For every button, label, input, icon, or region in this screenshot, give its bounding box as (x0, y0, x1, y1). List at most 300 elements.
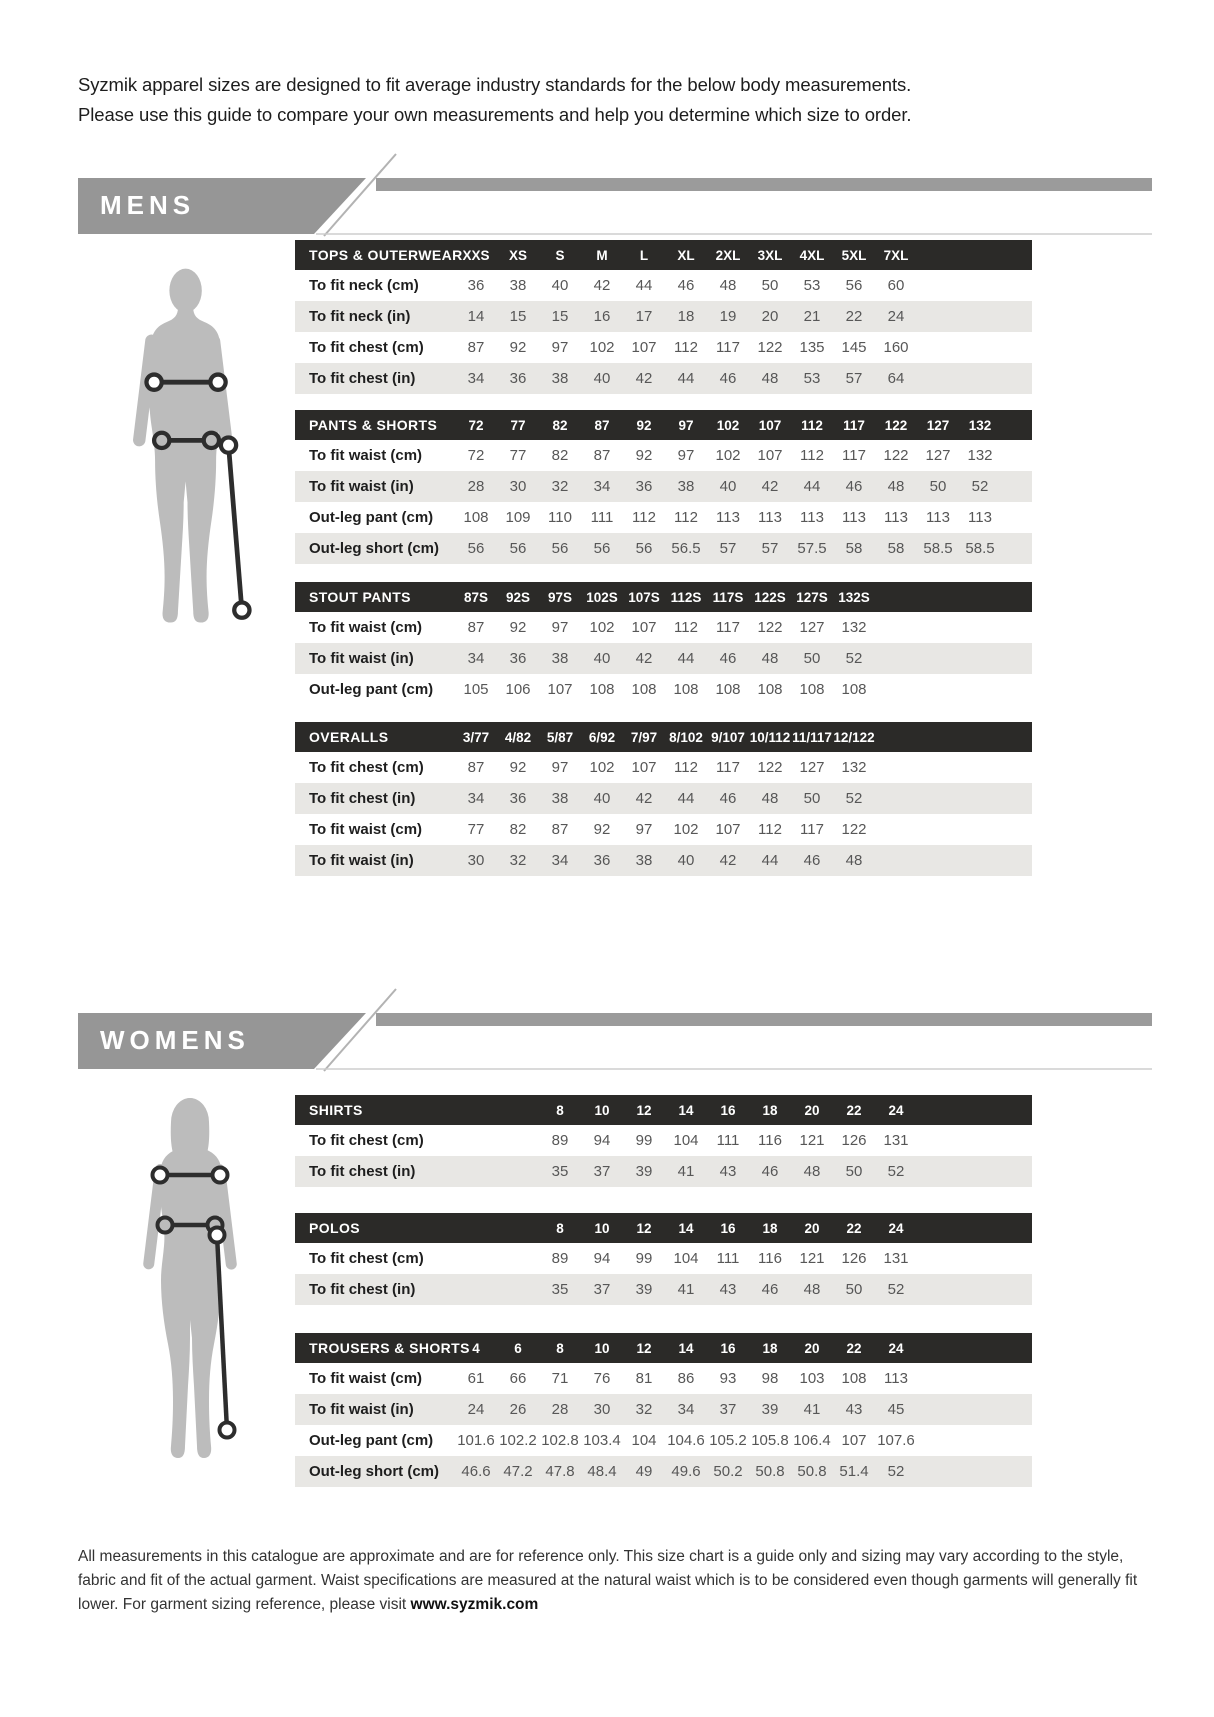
value-cell: 39 (635, 1281, 653, 1298)
value-cell: 15 (509, 308, 527, 325)
measurement-row (295, 301, 1032, 332)
womens-shirts-table (295, 1095, 1032, 1187)
value-cell: 86 (677, 1370, 695, 1387)
womens-polos-table (295, 1213, 1032, 1305)
value-cell: 99 (635, 1132, 653, 1149)
value-cell: 28 (551, 1401, 569, 1418)
value-cell: 76 (593, 1370, 611, 1387)
value-cell: 145 (841, 339, 867, 356)
value-cell: 104 (631, 1432, 657, 1449)
value-cell: 66 (509, 1370, 527, 1387)
value-cell: 36 (509, 650, 527, 667)
size-column-header: M (596, 247, 608, 263)
value-cell: 57 (719, 540, 737, 557)
value-cell: 108 (589, 681, 615, 698)
value-cell: 44 (677, 370, 695, 387)
size-column-header: 16 (720, 1220, 736, 1236)
value-cell: 97 (635, 821, 653, 838)
size-column-header: XL (677, 247, 695, 263)
value-cell: 127 (799, 759, 825, 776)
value-cell: 87 (593, 447, 611, 464)
value-cell: 107 (547, 681, 573, 698)
row-label: To fit chest (cm) (309, 1250, 424, 1267)
value-cell: 28 (467, 478, 485, 495)
value-cell: 108 (673, 681, 699, 698)
value-cell: 40 (593, 370, 611, 387)
value-cell: 127 (925, 447, 951, 464)
value-cell: 57.5 (797, 540, 827, 557)
value-cell: 108 (841, 1370, 867, 1387)
website-link[interactable]: www.syzmik.com (410, 1596, 539, 1614)
size-column-header: S (555, 247, 565, 263)
value-cell: 113 (800, 509, 824, 526)
size-column-header: 92S (505, 589, 531, 605)
womens-banner-label: WOMENS (100, 1025, 250, 1055)
size-column-header: 16 (720, 1340, 736, 1356)
value-cell: 18 (677, 308, 695, 325)
value-cell: 43 (719, 1163, 737, 1180)
row-label: Out-leg short (cm) (309, 1463, 439, 1480)
value-cell: 16 (593, 308, 611, 325)
value-cell: 39 (635, 1163, 653, 1180)
intro-line-1: Syzmik apparel sizes are designed to fit average industry standards for the below body measurements. (78, 74, 912, 95)
value-cell: 56 (593, 540, 611, 557)
row-label: To fit chest (in) (309, 790, 416, 807)
measurement-row (295, 332, 1032, 363)
value-cell: 56 (551, 540, 569, 557)
value-cell: 97 (551, 759, 569, 776)
size-column-header: 14 (678, 1340, 694, 1356)
value-cell: 47.8 (545, 1463, 575, 1480)
value-cell: 22 (845, 308, 863, 325)
value-cell: 122 (757, 759, 783, 776)
measurement-row (295, 1394, 1032, 1425)
value-cell: 60 (887, 277, 905, 294)
measurement-row (295, 1425, 1032, 1456)
value-cell: 113 (758, 509, 782, 526)
value-cell: 103.4 (583, 1432, 621, 1449)
table-title: OVERALLS (309, 729, 389, 745)
value-cell: 48 (761, 650, 779, 667)
value-cell: 92 (593, 821, 611, 838)
value-cell: 44 (677, 650, 695, 667)
value-cell: 106.4 (793, 1432, 831, 1449)
value-cell: 58.5 (965, 540, 995, 557)
value-cell: 102 (589, 759, 615, 776)
row-label: Out-leg pant (cm) (309, 509, 434, 526)
value-cell: 36 (509, 370, 527, 387)
value-cell: 72 (467, 447, 485, 464)
value-cell: 104.6 (667, 1432, 705, 1449)
size-column-header: 22 (846, 1102, 862, 1118)
value-cell: 44 (677, 790, 695, 807)
value-cell: 122 (757, 339, 783, 356)
value-cell: 56 (467, 540, 485, 557)
size-column-header: 14 (678, 1220, 694, 1236)
size-column-header: 24 (888, 1102, 904, 1118)
value-cell: 58 (887, 540, 905, 557)
value-cell: 105.2 (709, 1432, 747, 1449)
row-label: Out-leg short (cm) (309, 540, 439, 557)
value-cell: 112 (674, 759, 698, 776)
value-cell: 77 (467, 821, 485, 838)
mens-pants-shorts-table (295, 410, 1032, 564)
measurement-row (295, 502, 1032, 533)
value-cell: 99 (635, 1250, 653, 1267)
value-cell: 40 (593, 650, 611, 667)
value-cell: 40 (551, 277, 569, 294)
size-column-header: 82 (552, 417, 568, 433)
value-cell: 35 (551, 1163, 569, 1180)
value-cell: 126 (841, 1132, 867, 1149)
value-cell: 46 (761, 1163, 779, 1180)
value-cell: 20 (761, 308, 779, 325)
table-title: TOPS & OUTERWEAR (309, 247, 463, 263)
value-cell: 132 (967, 447, 993, 464)
value-cell: 46 (719, 790, 737, 807)
value-cell: 44 (803, 478, 821, 495)
value-cell: 89 (551, 1132, 569, 1149)
value-cell: 44 (635, 277, 653, 294)
value-cell: 108 (757, 681, 783, 698)
value-cell: 50 (929, 478, 947, 495)
value-cell: 39 (761, 1401, 779, 1418)
size-column-header: 8 (556, 1102, 564, 1118)
value-cell: 92 (509, 759, 527, 776)
value-cell: 46 (719, 370, 737, 387)
value-cell: 113 (884, 1370, 908, 1387)
size-column-header: 92 (636, 417, 652, 433)
value-cell: 107 (631, 619, 657, 636)
value-cell: 97 (551, 339, 569, 356)
measurement-row (295, 752, 1032, 783)
size-column-header: 22 (846, 1340, 862, 1356)
female-body-silhouette (115, 1090, 265, 1468)
size-column-header: 8 (556, 1220, 564, 1236)
value-cell: 108 (799, 681, 825, 698)
value-cell: 131 (883, 1132, 909, 1149)
value-cell: 117 (716, 759, 740, 776)
value-cell: 32 (635, 1401, 653, 1418)
value-cell: 48 (761, 790, 779, 807)
footer-disclaimer (78, 1545, 1140, 1617)
table-header-row (295, 240, 1032, 270)
size-column-header: 2XL (715, 247, 741, 263)
value-cell: 34 (467, 370, 485, 387)
size-column-header: 7/97 (630, 729, 658, 745)
size-column-header: 107 (758, 417, 782, 433)
value-cell: 112 (632, 509, 656, 526)
size-column-header: 8/102 (669, 729, 703, 745)
value-cell: 53 (803, 277, 821, 294)
size-column-header: 18 (762, 1340, 778, 1356)
size-column-header: 117 (843, 417, 865, 433)
intro-text (78, 70, 1078, 129)
value-cell: 57 (761, 540, 779, 557)
size-column-header: 10/112 (749, 729, 791, 745)
value-cell: 48 (803, 1163, 821, 1180)
value-cell: 102 (715, 447, 741, 464)
row-label: To fit chest (in) (309, 1163, 416, 1180)
measurement-row (295, 440, 1032, 471)
row-label: To fit waist (in) (309, 478, 414, 495)
size-column-header: 10 (594, 1102, 610, 1118)
value-cell: 38 (551, 790, 569, 807)
size-column-header: 97 (678, 417, 694, 433)
size-column-header: 10 (594, 1220, 610, 1236)
table-header-row (295, 1095, 1032, 1125)
value-cell: 107.6 (877, 1432, 915, 1449)
value-cell: 41 (677, 1281, 695, 1298)
value-cell: 82 (551, 447, 569, 464)
table-title: SHIRTS (309, 1102, 363, 1118)
value-cell: 42 (593, 277, 611, 294)
size-column-header: XS (508, 247, 527, 263)
value-cell: 107 (631, 759, 657, 776)
value-cell: 42 (761, 478, 779, 495)
size-column-header: 112S (670, 589, 702, 605)
value-cell: 56 (845, 277, 863, 294)
row-label: To fit chest (cm) (309, 339, 424, 356)
value-cell: 105.8 (751, 1432, 789, 1449)
value-cell: 93 (719, 1370, 737, 1387)
value-cell: 45 (887, 1401, 905, 1418)
value-cell: 38 (551, 650, 569, 667)
value-cell: 92 (509, 339, 527, 356)
row-label: To fit waist (cm) (309, 1370, 423, 1387)
mens-section-banner (78, 150, 1158, 236)
size-column-header: 6 (514, 1340, 522, 1356)
row-label: To fit chest (in) (309, 370, 416, 387)
row-label: To fit waist (cm) (309, 821, 423, 838)
value-cell: 42 (635, 650, 653, 667)
value-cell: 127 (799, 619, 825, 636)
value-cell: 117 (716, 619, 740, 636)
size-column-header: 87 (594, 417, 610, 433)
value-cell: 40 (719, 478, 737, 495)
value-cell: 106 (505, 681, 531, 698)
value-cell: 87 (551, 821, 569, 838)
size-column-header: 102 (716, 417, 740, 433)
value-cell: 110 (548, 509, 572, 526)
value-cell: 38 (677, 478, 695, 495)
womens-section-banner (78, 985, 1158, 1071)
value-cell: 126 (841, 1250, 867, 1267)
value-cell: 42 (719, 852, 737, 869)
value-cell: 48 (803, 1281, 821, 1298)
measurement-row (295, 814, 1032, 845)
value-cell: 35 (551, 1281, 569, 1298)
row-label: To fit chest (cm) (309, 759, 424, 776)
size-column-header: 10 (594, 1340, 610, 1356)
value-cell: 30 (593, 1401, 611, 1418)
footer-text: All measurements in this catalogue are approximate and are for reference only. This size chart is a guide only and sizing may vary according to the style, fabric and fit of the actual garment. Waist specifications are measured at the natural waist which is to be considered even though garments will generally fit lower. For garment sizing reference, please visit (78, 1548, 1138, 1614)
row-label: To fit waist (cm) (309, 619, 423, 636)
size-column-header: 24 (888, 1340, 904, 1356)
value-cell: 122 (757, 619, 783, 636)
value-cell: 122 (841, 821, 867, 838)
value-cell: 107 (631, 339, 657, 356)
size-column-header: 20 (804, 1220, 820, 1236)
measurement-row (295, 363, 1032, 394)
value-cell: 50 (803, 790, 821, 807)
value-cell: 102.2 (499, 1432, 537, 1449)
value-cell: 102 (673, 821, 699, 838)
value-cell: 111 (716, 1250, 740, 1267)
value-cell: 40 (593, 790, 611, 807)
value-cell: 34 (467, 790, 485, 807)
value-cell: 116 (758, 1250, 782, 1267)
value-cell: 50.8 (755, 1463, 785, 1480)
size-column-header: 6/92 (588, 729, 616, 745)
size-column-header: 24 (888, 1220, 904, 1236)
value-cell: 38 (551, 370, 569, 387)
value-cell: 46 (761, 1281, 779, 1298)
value-cell: 14 (467, 308, 485, 325)
value-cell: 36 (509, 790, 527, 807)
size-column-header: 3XL (757, 247, 783, 263)
value-cell: 48.4 (587, 1463, 617, 1480)
measurement-row (295, 533, 1032, 564)
measurement-row (295, 783, 1032, 814)
value-cell: 26 (509, 1401, 527, 1418)
size-column-header: L (639, 247, 649, 263)
value-cell: 49 (635, 1463, 653, 1480)
value-cell: 43 (845, 1401, 863, 1418)
value-cell: 32 (509, 852, 527, 869)
mens-banner-label: MENS (100, 190, 196, 220)
value-cell: 51.4 (839, 1463, 869, 1480)
value-cell: 52 (845, 650, 863, 667)
value-cell: 50.2 (713, 1463, 743, 1480)
value-cell: 98 (761, 1370, 779, 1387)
table-header-row (295, 582, 1032, 612)
value-cell: 135 (799, 339, 825, 356)
row-label: To fit chest (cm) (309, 1132, 424, 1149)
size-column-header: 72 (468, 417, 484, 433)
value-cell: 52 (971, 478, 989, 495)
size-column-header: 14 (678, 1102, 694, 1118)
value-cell: 101.6 (457, 1432, 495, 1449)
size-column-header: 117S (712, 589, 744, 605)
value-cell: 82 (509, 821, 527, 838)
male-body-silhouette (105, 262, 270, 634)
size-column-header: 18 (762, 1220, 778, 1236)
value-cell: 57 (845, 370, 863, 387)
row-label: To fit neck (in) (309, 308, 411, 325)
value-cell: 46 (845, 478, 863, 495)
size-column-header: 4/82 (504, 729, 532, 745)
value-cell: 48 (719, 277, 737, 294)
size-column-header: 9/107 (711, 729, 745, 745)
value-cell: 108 (841, 681, 867, 698)
value-cell: 87 (467, 759, 485, 776)
value-cell: 71 (551, 1370, 569, 1387)
measurement-row (295, 1243, 1032, 1274)
measurement-row (295, 845, 1032, 876)
value-cell: 112 (674, 509, 698, 526)
measurement-row (295, 471, 1032, 502)
value-cell: 34 (551, 852, 569, 869)
value-cell: 111 (716, 1132, 740, 1149)
value-cell: 121 (799, 1132, 825, 1149)
value-cell: 50 (803, 650, 821, 667)
value-cell: 112 (674, 339, 698, 356)
value-cell: 50 (845, 1281, 863, 1298)
value-cell: 122 (883, 447, 909, 464)
row-label: To fit neck (cm) (309, 277, 419, 294)
measurement-row (295, 1274, 1032, 1305)
value-cell: 132 (841, 619, 867, 636)
size-column-header: 16 (720, 1102, 736, 1118)
value-cell: 21 (803, 308, 821, 325)
value-cell: 102 (589, 619, 615, 636)
value-cell: 87 (467, 339, 485, 356)
mens-tops-outerwear-table (295, 240, 1032, 394)
value-cell: 117 (716, 339, 740, 356)
size-column-header: 22 (846, 1220, 862, 1236)
size-column-header: 77 (510, 417, 526, 433)
value-cell: 92 (635, 447, 653, 464)
value-cell: 52 (845, 790, 863, 807)
value-cell: 56 (635, 540, 653, 557)
value-cell: 40 (677, 852, 695, 869)
value-cell: 38 (509, 277, 527, 294)
value-cell: 24 (467, 1401, 485, 1418)
measurement-row (295, 643, 1032, 674)
value-cell: 109 (505, 509, 531, 526)
size-column-header: 132 (968, 417, 992, 433)
measurement-row (295, 1125, 1032, 1156)
value-cell: 48 (845, 852, 863, 869)
measurement-row (295, 674, 1032, 705)
value-cell: 102.8 (541, 1432, 579, 1449)
value-cell: 44 (761, 852, 779, 869)
value-cell: 116 (758, 1132, 782, 1149)
value-cell: 77 (509, 447, 527, 464)
value-cell: 24 (887, 308, 905, 325)
size-column-header: 12/122 (833, 729, 875, 745)
size-column-header: 12 (636, 1220, 652, 1236)
size-column-header: 12 (636, 1102, 652, 1118)
size-column-header: 4 (472, 1340, 480, 1356)
value-cell: 108 (631, 681, 657, 698)
size-column-header: 4XL (799, 247, 825, 263)
table-header-row (295, 1213, 1032, 1243)
row-label: To fit waist (in) (309, 650, 414, 667)
table-title: STOUT PANTS (309, 589, 411, 605)
size-column-header: 127S (796, 589, 828, 605)
value-cell: 87 (467, 619, 485, 636)
value-cell: 58.5 (923, 540, 953, 557)
size-column-header: 122 (884, 417, 908, 433)
size-column-header: 7XL (883, 247, 909, 263)
value-cell: 113 (926, 509, 950, 526)
measurement-row (295, 612, 1032, 643)
size-column-header: 5XL (841, 247, 867, 263)
value-cell: 17 (635, 308, 653, 325)
value-cell: 50 (845, 1163, 863, 1180)
value-cell: 97 (677, 447, 695, 464)
row-label: To fit waist (in) (309, 1401, 414, 1418)
size-column-header: 12 (636, 1340, 652, 1356)
value-cell: 89 (551, 1250, 569, 1267)
value-cell: 103 (799, 1370, 825, 1387)
value-cell: 34 (677, 1401, 695, 1418)
value-cell: 81 (635, 1370, 653, 1387)
value-cell: 34 (593, 478, 611, 495)
size-column-header: 20 (804, 1340, 820, 1356)
